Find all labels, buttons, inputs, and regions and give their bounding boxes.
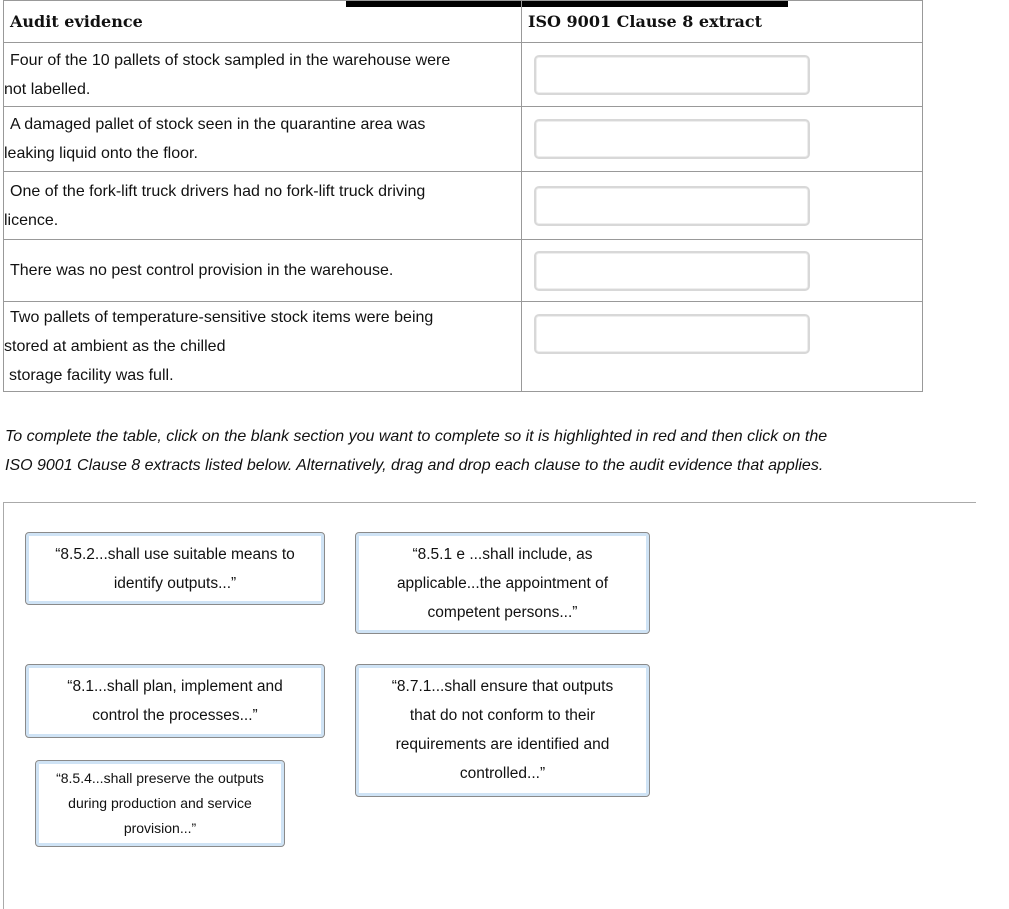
option-text: provision...”: [123, 820, 197, 836]
evidence-text: licence.: [4, 211, 59, 229]
evidence-text: leaking liquid onto the floor.: [4, 145, 198, 162]
option-8-1[interactable]: [25, 664, 325, 738]
answer-slot-5[interactable]: [534, 314, 810, 354]
instruction-line: ISO 9001 Clause 8 extracts listed below. Alternatively, drag and drop each clause to the audit evidence that applies.: [5, 457, 824, 474]
instructions: [5, 422, 995, 480]
option-text: “8.5.4...shall preserve the outputs: [56, 770, 264, 786]
evidence-cell: [4, 240, 522, 302]
instruction-line: To complete the table, click on the blank section you want to complete so it is highlighted in red and then click on the: [5, 428, 828, 445]
evidence-text: A damaged pallet of stock seen in the quarantine area was: [10, 116, 426, 133]
option-text: control the processes...”: [92, 707, 258, 724]
audit-table: [3, 0, 923, 392]
option-text: “8.5.1 e ...shall include, as: [412, 546, 593, 563]
evidence-cell: [4, 43, 522, 107]
answer-slot-2[interactable]: [534, 119, 810, 159]
option-text: controlled...”: [459, 765, 546, 782]
answer-slot-4[interactable]: [534, 251, 810, 291]
option-8-7-1[interactable]: [355, 664, 650, 797]
evidence-text: Four of the 10 pallets of stock sampled in the warehouse were: [10, 51, 451, 69]
option-8-5-2[interactable]: [25, 532, 325, 605]
option-text: applicable...the appointment of: [396, 575, 609, 592]
evidence-cell: [4, 302, 522, 392]
evidence-text: stored at ambient as the chilled: [4, 338, 226, 355]
evidence-text: One of the fork-lift truck drivers had no fork-lift truck driving: [10, 182, 426, 200]
evidence-text: storage facility was full.: [9, 367, 174, 384]
evidence-cell: [4, 172, 522, 240]
option-8-5-4[interactable]: [35, 760, 285, 847]
option-8-5-1e[interactable]: [355, 532, 650, 634]
option-text: during production and service: [68, 795, 252, 811]
header-audit-evidence: Audit evidence: [4, 1, 522, 43]
option-text: “8.7.1...shall ensure that outputs: [391, 678, 614, 695]
option-text: competent persons...”: [427, 604, 578, 621]
evidence-text: not labelled.: [4, 80, 91, 98]
option-text: identify outputs...”: [113, 575, 237, 592]
evidence-text: Two pallets of temperature-sensitive stock items were being: [10, 309, 434, 326]
evidence-text: There was no pest control provision in the warehouse.: [10, 262, 394, 279]
option-text: that do not conform to their: [409, 707, 596, 724]
option-text: requirements are identified and: [395, 736, 610, 753]
answer-slot-1[interactable]: [534, 55, 810, 95]
header-clause-extract: ISO 9001 Clause 8 extract: [522, 1, 923, 43]
evidence-cell: [4, 107, 522, 172]
option-text: “8.1...shall plan, implement and: [67, 678, 283, 695]
answer-slot-3[interactable]: [534, 186, 810, 226]
option-text: “8.5.2...shall use suitable means to: [55, 546, 295, 563]
